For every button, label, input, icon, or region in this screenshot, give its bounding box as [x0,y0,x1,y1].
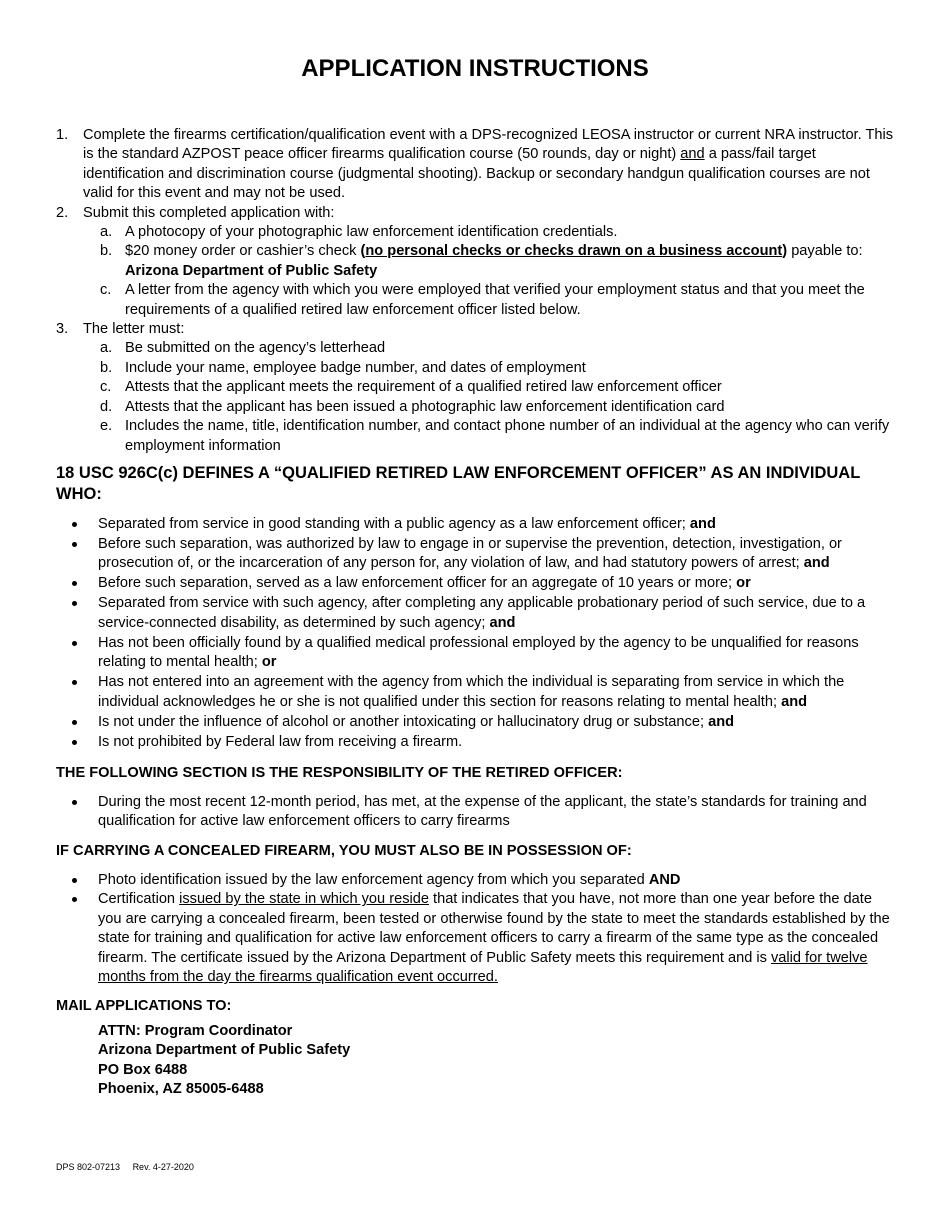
usc-definition-heading: 18 USC 926C(c) DEFINES A “QUALIFIED RETIRED LAW ENFORCEMENT OFFICER” AS AN INDIVIDUAL WHO: [56,464,860,503]
criteria-item: Separated from service with such agency, after completing any applicable probationary period of such service, due to a service-connected disability, as determined by such agency; and [56,594,896,633]
responsibility-list [56,793,896,832]
criteria-item: Before such separation, served as a law enforcement officer for an aggregate of 10 years or more; or [56,574,896,593]
responsibility-item: During the most recent 12-month period, has met, at the expense of the applicant, the state’s standards for training and qualification for active law enforcement officers to carry firearms [56,793,896,832]
sub-text: Be submitted on the agency’s letterhead [125,340,386,357]
concealed-heading: IF CARRYING A CONCEALED FIREARM, YOU MUST ALSO BE IN POSSESSION OF: [56,843,632,859]
concealed-item: Certification issued by the state in which you reside that indicates that you have, not more than one year before the date you are carrying a concealed firearm, been tested or otherwise found by the state to meet the standards established by the state for training and qualification for active law enforcement officers to carry a firearm of the same type as the concealed firearm. The certificate issued by the Arizona Department of Public Safety meets this requirement and is valid for twelve months from the day the firearms qualification event occurred. [56,890,896,987]
revision-date: Rev. 4-27-2020 [132,1162,194,1172]
instructions-list [56,126,894,456]
sub-text: A letter from the agency with which you were employed that verified your employment status and that you meet the requirements of a qualified retired law enforcement officer listed below. [125,282,865,318]
concealed-requirements-list [56,871,896,987]
criteria-item: Has not been officially found by a qualified medical professional employed by the agency to be unqualified for reasons relating to mental health; or [56,634,896,673]
sub-item [83,223,894,242]
sub-letter: d. [100,398,113,415]
criteria-item: Is not prohibited by Federal law from receiving a firearm. [56,733,896,752]
sub-list [83,223,894,320]
mailing-address [98,1022,350,1100]
sub-item [83,339,894,358]
step-text: The letter must: [83,321,185,338]
address-line: Arizona Department of Public Safety [98,1042,351,1059]
instruction-step [56,126,894,204]
form-footer [56,1161,194,1173]
sub-letter: c. [100,379,112,396]
sub-list [83,339,894,455]
mail-heading: MAIL APPLICATIONS TO: [56,998,232,1014]
criteria-item: Has not entered into an agreement with the agency from which the individual is separating from service in which the individual acknowledges he or she is not qualified under this section for reasons relating to mental health; and [56,673,896,712]
sub-text: Attests that the applicant has been issued a photographic law enforcement identification card [125,398,725,415]
sub-letter: c. [100,282,112,299]
sub-item [83,378,894,397]
sub-letter: b. [100,243,113,260]
sub-text: $20 money order or cashier’s check (no personal checks or checks drawn on a business account) payable to: Arizona Department of Public Safety [125,243,863,279]
responsibility-heading: THE FOLLOWING SECTION IS THE RESPONSIBILITY OF THE RETIRED OFFICER: [56,765,623,781]
sub-text: Attests that the applicant meets the requirement of a qualified retired law enforcement officer [125,379,722,396]
address-line: Phoenix, AZ 85005-6488 [98,1081,264,1098]
sub-letter: b. [100,359,113,376]
criteria-item: Is not under the influence of alcohol or another intoxicating or hallucinatory drug or substance; and [56,713,896,732]
sub-letter: a. [100,224,113,241]
sub-item [83,242,894,281]
criteria-item: Before such separation, was authorized by law to engage in or supervise the prevention, detection, investigation, or prosecution of, or the incarceration of any person for, any violation of law, and had statutory powers of arrest; and [56,535,896,574]
sub-item [83,417,894,456]
step-text: Complete the firearms certification/qualification event with a DPS-recognized LEOSA instructor or current NRA instructor. This is the standard AZPOST peace officer firearms qualification course (50 rounds, day or night) and a pass/fail target identification and discrimination course (judgmental shooting). Backup or secondary handgun qualification courses are not valid for this event and may not be used. [83,127,894,202]
address-line: ATTN: Program Coordinator [98,1023,293,1039]
instruction-step [56,320,894,456]
step-number: 1. [56,127,69,143]
sub-letter: a. [100,340,113,357]
sub-text: Includes the name, title, identification number, and contact phone number of an individual at the agency who can verify employment information [125,418,890,454]
sub-text: Include your name, employee badge number, and dates of employment [125,359,586,376]
sub-item [83,281,894,320]
sub-letter: e. [100,418,113,435]
sub-item [83,359,894,378]
sub-item [83,398,894,417]
usc-criteria-list [56,515,896,753]
address-line: PO Box 6488 [98,1061,188,1078]
instruction-step [56,204,894,320]
step-text: Submit this completed application with: [83,204,335,221]
page-title: APPLICATION INSTRUCTIONS [301,55,649,82]
criteria-item: Separated from service in good standing with a public agency as a law enforcement officer; and [56,515,896,534]
concealed-item: Photo identification issued by the law enforcement agency from which you separated AND [56,871,896,890]
form-number: DPS 802-07213 [56,1162,121,1172]
step-number: 3. [56,321,69,338]
step-number: 2. [56,204,69,221]
sub-text: A photocopy of your photographic law enforcement identification credentials. [125,224,618,241]
